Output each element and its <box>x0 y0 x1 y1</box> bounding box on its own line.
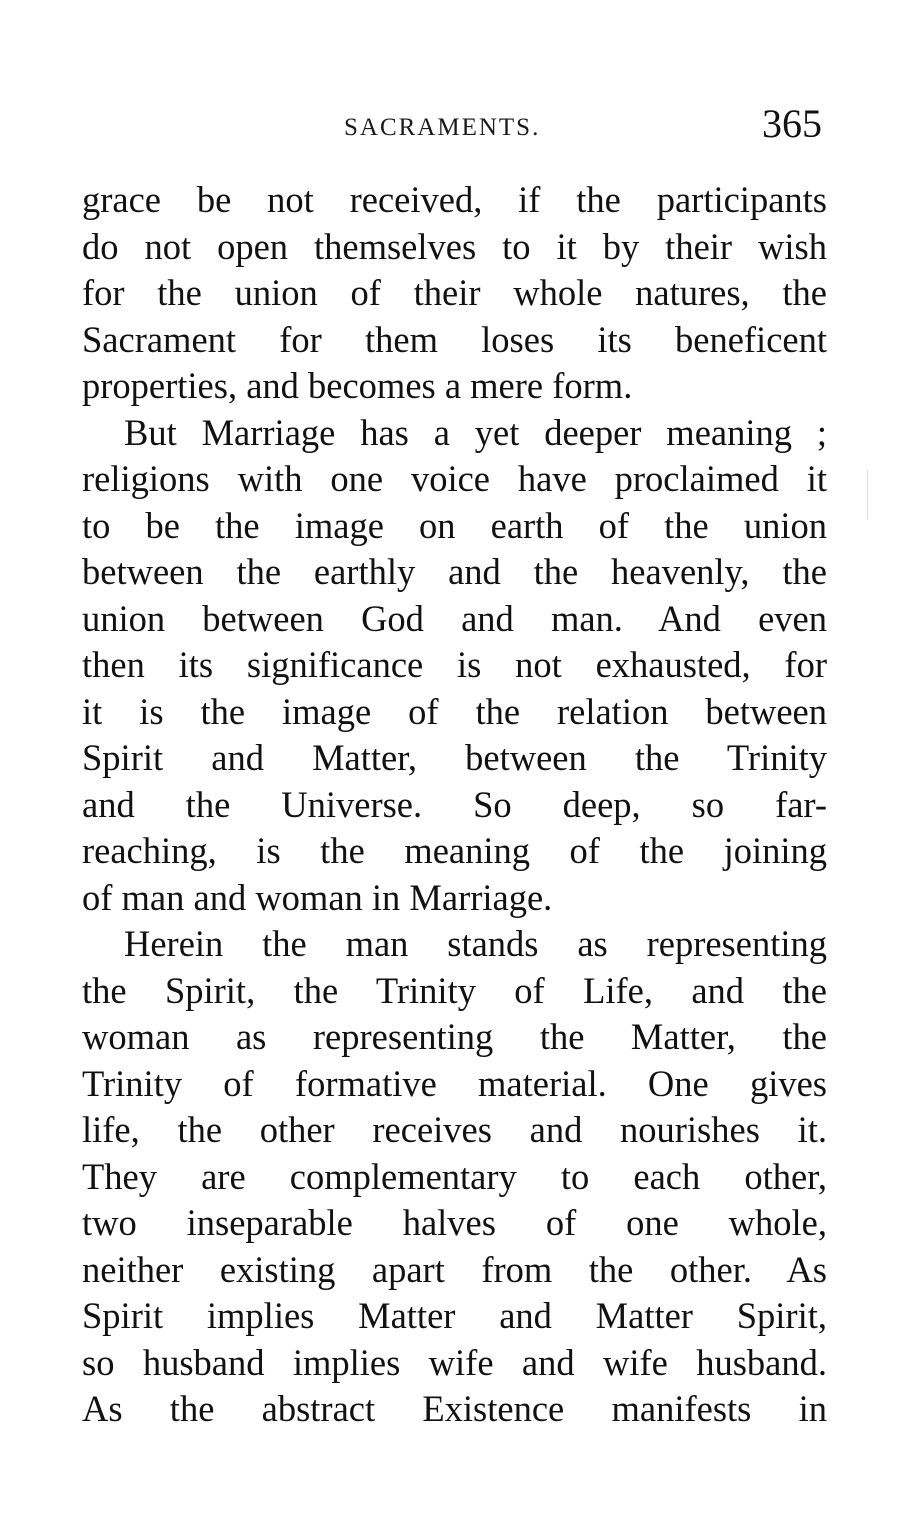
text-line: the Spirit, the Trinity of Life, and the <box>82 969 827 1011</box>
text-line: woman as representing the Matter, the <box>82 1016 827 1057</box>
text-line: religions with one voice have proclaimed it <box>82 458 827 499</box>
text-line: then its significance is not exhausted, for <box>82 644 827 685</box>
text-line: so husband implies wife and wife husband. <box>82 1341 827 1383</box>
text-line: grace be not received, if the participants <box>82 179 827 220</box>
text-line: life, the other receives and nourishes it. <box>82 1109 827 1150</box>
text-line: it is the image of the relation between <box>82 690 827 732</box>
text-line: neither existing apart from the other. As <box>82 1248 827 1290</box>
text-line: for the union of their whole natures, the <box>82 272 827 313</box>
text-line: Spirit and Matter, between the Trinity <box>82 737 827 778</box>
text-line: of man and woman in Marriage. <box>82 876 553 918</box>
body-text <box>82 177 827 1433</box>
page-number: 365 <box>762 101 822 146</box>
text-line: reaching, is the meaning of the joining <box>82 830 827 871</box>
text-line: do not open themselves to it by their wish <box>82 225 827 267</box>
text-line: two inseparable halves of one whole, <box>82 1202 827 1243</box>
text-line: They are complementary to each other, <box>82 1155 827 1197</box>
text-line: to be the image on earth of the union <box>82 504 827 546</box>
text-line: Herein the man stands as representing <box>124 923 827 964</box>
text-line: As the abstract Existence manifests in <box>82 1388 827 1429</box>
text-line: But Marriage has a yet deeper meaning ; <box>124 411 827 453</box>
text-line: union between God and man. And even <box>82 597 827 639</box>
text-line: Sacrament for them loses its beneficent <box>82 318 827 360</box>
scan-artifact <box>867 470 868 520</box>
running-title: SACRAMENTS. <box>344 114 541 141</box>
running-head <box>82 101 822 148</box>
text-line: between the earthly and the heavenly, the <box>82 551 827 592</box>
text-line: and the Universe. So deep, so far- <box>82 783 827 825</box>
text-line: properties, and becomes a mere form. <box>82 365 633 406</box>
text-line: Spirit implies Matter and Matter Spirit, <box>82 1295 827 1336</box>
text-line: Trinity of formative material. One gives <box>82 1062 827 1104</box>
